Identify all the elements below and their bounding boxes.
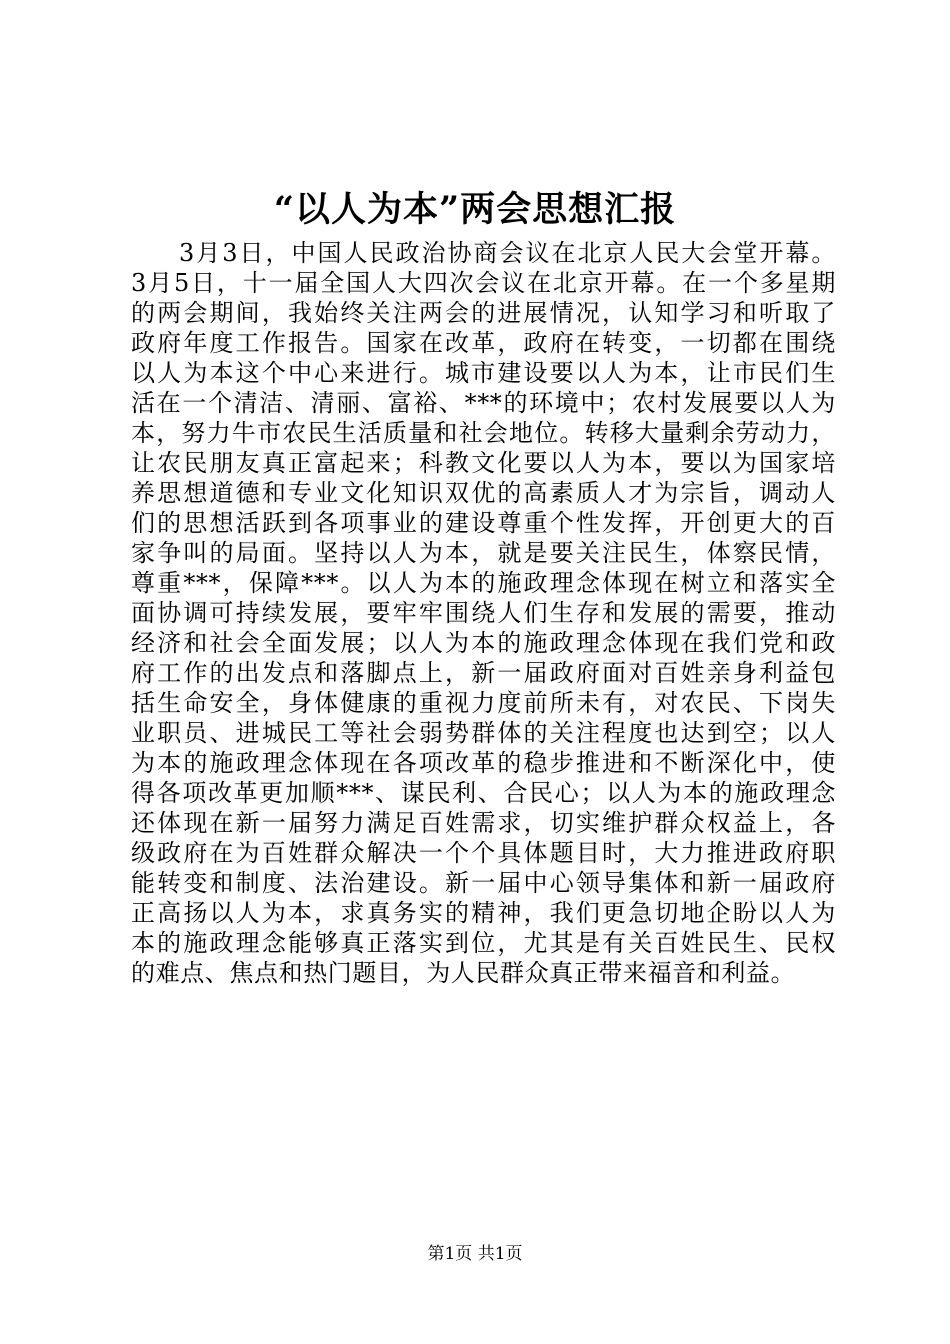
- paragraph-line: 本的施政理念能够真正落实到位，尤其是有关百姓民生、民权: [131, 929, 836, 957]
- paragraph-line: 面协调可持续发展，要牢牢围绕人们生存和发展的需要，推动: [131, 599, 836, 627]
- paragraph-line: 养思想道德和专业文化知识双优的高素质人才为宗旨，调动人: [131, 479, 836, 507]
- paragraph-line: 为本的施政理念体现在各项改革的稳步推进和不断深化中，使: [131, 749, 836, 777]
- paragraph-line: 得各项改革更加顺***、谋民利、合民心；以人为本的施政理念: [131, 779, 836, 807]
- paragraph-line: 级政府在为百姓群众解决一个个具体题目时，大力推进政府职: [131, 839, 836, 867]
- paragraph-line: 政府年度工作报告。国家在改革，政府在转变，一切都在围绕: [131, 329, 836, 357]
- body-paragraph: [131, 238, 836, 988]
- page-number-footer: 第1页 共1页: [427, 1244, 523, 1264]
- paragraph-line: 们的思想活跃到各项事业的建设尊重个性发挥，开创更大的百: [131, 509, 836, 537]
- document-title: “以人为本”两会思想汇报: [273, 189, 677, 230]
- paragraph-line: 尊重***，保障***。以人为本的施政理念体现在树立和落实全: [131, 569, 836, 597]
- paragraph-line: 让农民朋友真正富起来；科教文化要以人为本，要以为国家培: [131, 449, 836, 477]
- paragraph-line: 能转变和制度、法治建设。新一届中心领导集体和新一届政府: [131, 869, 836, 897]
- paragraph-line: 家争叫的局面。坚持以人为本，就是要关注民生，体察民情，: [131, 539, 836, 567]
- paragraph-line: 还体现在新一届努力满足百姓需求，切实维护群众权益上，各: [131, 809, 836, 837]
- paragraph-line: 3月3日，中国人民政治协商会议在北京人民大会堂开幕。: [179, 239, 836, 267]
- paragraph-line: 的难点、焦点和热门题目，为人民群众真正带来福音和利益。: [131, 959, 796, 987]
- paragraph-line: 以人为本这个中心来进行。城市建设要以人为本，让市民们生: [131, 359, 836, 387]
- paragraph-line: 括生命安全，身体健康的重视力度前所未有，对农民、下岗失: [131, 689, 836, 717]
- paragraph-line: 活在一个清洁、清丽、富裕、***的环境中；农村发展要以人为: [131, 389, 836, 417]
- paragraph-line: 的两会期间，我始终关注两会的进展情况，认知学习和听取了: [131, 299, 836, 327]
- paragraph-line: 府工作的出发点和落脚点上，新一届政府面对百姓亲身利益包: [131, 659, 836, 687]
- paragraph-line: 本，努力牛市农民生活质量和社会地位。转移大量剩余劳动力，: [131, 419, 836, 447]
- paragraph-line: 业职员、进城民工等社会弱势群体的关注程度也达到空；以人: [131, 719, 836, 747]
- paragraph-line: 3月5日，十一届全国人大四次会议在北京开幕。在一个多星期: [131, 269, 836, 297]
- paragraph-line: 经济和社会全面发展；以人为本的施政理念体现在我们党和政: [131, 629, 836, 657]
- paragraph-line: 正高扬以人为本，求真务实的精神，我们更急切地企盼以人为: [131, 899, 836, 927]
